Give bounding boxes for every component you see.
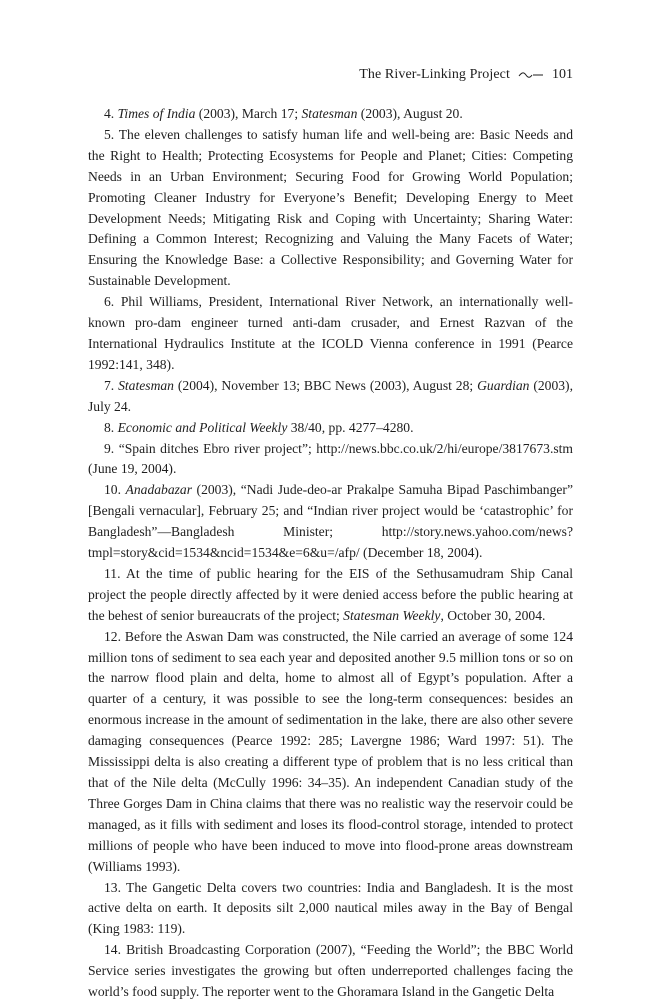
endnote-number: 9. [104, 440, 115, 456]
endnote [88, 564, 573, 627]
endnote-text: (2004), November 13; BBC News (2003), August 28; [173, 377, 478, 393]
endnote-text: (2003), March 17; [195, 106, 302, 121]
endnote-italic-text: Statesman [301, 106, 358, 121]
endnote-number: 7. [104, 377, 115, 393]
endnote-text: (2003), “Nadi Jude-deo-ar Prakalpe Samuha Bipad Paschimbanger” [Bengali vernacular], February 25; and “Indian river project would be ‘catastrophic’ for Bangladesh”—Bangladesh Minister; http://story.news.yahoo.com/news?tmpl=story&cid=1534&ncid=1534&e=6&u=/afp/ (December 18, 2004). [88, 482, 573, 561]
endnote-number: 8. [104, 419, 115, 435]
endnote [88, 418, 573, 439]
endnote-text: Phil Williams, President, International River Network, an internationally well-known pro-dam engineer turned anti-dam crusader, and Ernest Razvan of the International Hydraulics Institute at the ICOLD Vienna conference in 1991 (Pearce 1992:141, 348). [88, 294, 573, 372]
endnote [88, 104, 573, 125]
endnote-number: 13. [104, 879, 121, 895]
endnote-number: 12. [104, 628, 121, 644]
endnotes-list [88, 104, 573, 1003]
endnote-text: , October 30, 2004. [440, 607, 546, 623]
endnote-italic-text: Anadabazar [125, 482, 193, 498]
endnote-text: British Broadcasting Corporation (2007), “Feeding the World”; the BBC World Service series investigates the growing but often underreported challenges facing the world’s food supply. The reporter went to the Ghoramara Island in the Gangetic Delta [88, 942, 573, 1000]
endnote-number: 11. [104, 565, 121, 581]
squiggle-ornament-icon [518, 71, 544, 79]
endnote [88, 627, 573, 878]
endnote [88, 439, 573, 481]
endnote-number: 4. [104, 106, 115, 121]
endnote [88, 292, 573, 376]
endnote-text: (2003), August 20. [357, 106, 463, 121]
endnote-number: 5. [104, 126, 115, 142]
endnote [88, 940, 573, 1003]
endnote-italic-text: Statesman [118, 377, 174, 393]
endnote-italic-text: Times of India [117, 106, 196, 121]
endnote-italic-text: Economic and Political Weekly [117, 419, 288, 435]
endnote [88, 376, 573, 418]
endnote-text: Before the Aswan Dam was constructed, the Nile carried an average of some 124 million tons of sediment to sea each year and deposited another 9.5 million tons or so on the narrow flood plain and delta, home to almost all of Egypt’s population. After a quarter of a century, it was possible to see the long-term consequences: besides an enormous increase in the amount of sedimentation in the lake, there are also other severe damaging consequences (Pearce 1992: 285; Lavergne 1986; Ward 1997: 51). The Mississippi delta is also creating a different type of problem that is no less critical than that of the Nile delta (McCully 1996: 34–35). An independent Canadian study of the Three Gorges Dam in China claims that there was no realistic way the reservoir could be managed, as it fills with sediment and loses its flood-control storage, intended to protect millions of people who have been induced to move into flood-prone areas downstream (Williams 1993). [88, 628, 573, 874]
endnote [88, 125, 573, 292]
endnote-text: The Gangetic Delta covers two countries: India and Bangladesh. It is the most active delta on earth. It deposits silt 2,000 nautical miles away in the Bay of Bengal (King 1983: 119). [88, 879, 573, 937]
endnote-text: 38/40, pp. 4277–4280. [287, 419, 414, 435]
running-title: The River-Linking Project [359, 67, 510, 82]
endnote-text: “Spain ditches Ebro river project”; http://news.bbc.co.uk/2/hi/europe/3817673.stm (June 19, 2004). [88, 440, 573, 477]
endnote [88, 878, 573, 941]
running-header [88, 66, 573, 84]
endnote [88, 480, 573, 564]
page-number: 101 [552, 67, 573, 82]
endnote-text: (2003), July 24. [88, 377, 573, 414]
endnote-number: 10. [104, 482, 121, 498]
endnote-number: 14. [104, 942, 121, 958]
endnote-text: At the time of public hearing for the EIS of the Sethusamudram Ship Canal project the people directly affected by it were denied access before the public hearing at the behest of senior bureaucrats of the project; [88, 565, 573, 623]
endnote-italic-text: Statesman Weekly [343, 607, 441, 623]
endnote-number: 6. [104, 294, 115, 310]
endnote-italic-text: Guardian [477, 377, 530, 393]
endnote-text: The eleven challenges to satisfy human life and well-being are: Basic Needs and the Right to Health; Protecting Ecosystems for People and Planet; Cities: Competing Needs in an Urban Environment; Securing Food for Growing World Population; Promoting Cleaner Industry for Everyone’s Benefit; Developing Energy to Meet Development Needs; Mitigating Risk and Coping with Uncertainty; Sharing Water: Defining a Common Interest; Recognizing and Valuing the Many Facets of Water; Ensuring the Knowledge Base: a Collective Responsibility; and Governing Water for Sustainable Development. [88, 126, 573, 289]
